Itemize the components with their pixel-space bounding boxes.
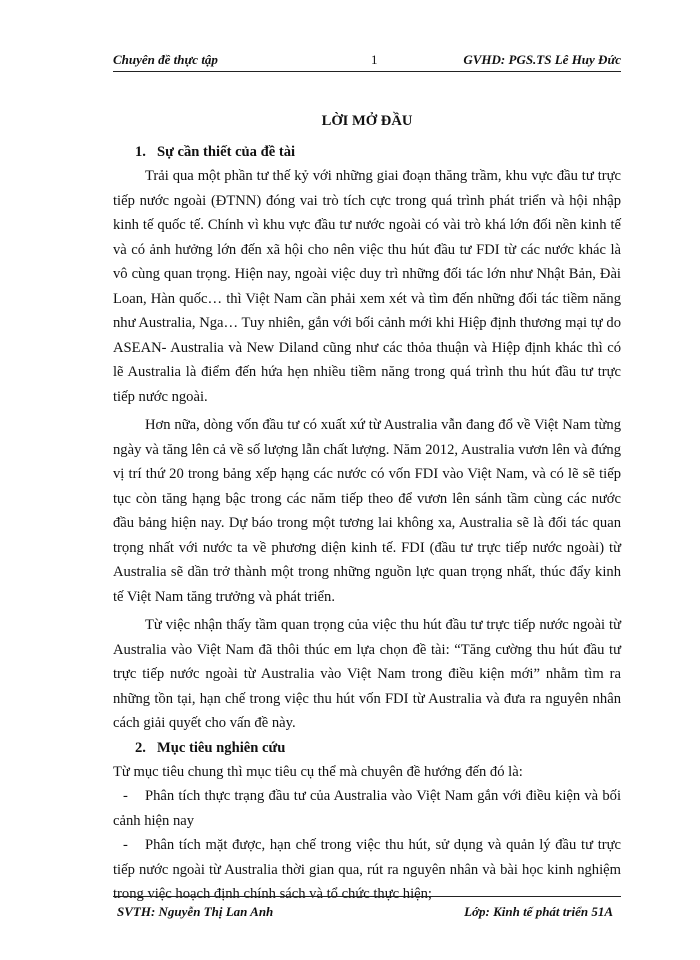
section-2-number: 2. [135, 739, 146, 756]
document-title: LỜI MỞ ĐẦU [321, 113, 413, 129]
footer-class: Lớp: Kinh tế phát triển 51A [464, 904, 613, 919]
footer-student: SVTH: Nguyễn Thị Lan Anh [117, 904, 274, 919]
bullet-marker: - [123, 837, 128, 853]
bullet-item [113, 784, 621, 833]
header-subject: Chuyên đề thực tập [113, 52, 218, 67]
section-1-number: 1. [135, 144, 146, 160]
page-footer [113, 904, 621, 922]
section-1-title: Sự cần thiết của đề tài [157, 144, 296, 160]
page-number: 1 [371, 52, 378, 67]
section-2-intro: Từ mục tiêu chung thì mục tiêu cụ thể mà chuyên đề hướng đến đó là: [113, 763, 523, 780]
page-header [113, 52, 621, 70]
section-1-paragraph: Từ việc nhận thấy tầm quan trọng của việc thu hút đầu tư trực tiếp nước ngoài từ Australia vào Việt Nam đã thôi thúc em lựa chọn đề tài: “Tăng cường thu hút đầu tư trực tiếp nước ngoài từ Australia vào Việt Nam trong điều kiện mới” nhằm tìm ra những tồn tại, hạn chế trong việc thu hút vốn FDI từ Australia và đưa ra nguyên nhân cách giải quyết cho vấn đề này. [113, 617, 621, 731]
bullet-marker: - [123, 788, 128, 804]
section-2-title: Mục tiêu nghiên cứu [157, 739, 286, 756]
header-rule [113, 71, 621, 72]
section-1-paragraph: Trải qua một phần tư thế kỷ với những giai đoạn thăng trầm, khu vực đầu tư trực tiếp nước ngoài (ĐTNN) đóng vai trò tích cực trong quá trình phát triển và hội nhập kinh tế quốc tế. Chính vì khu vực đầu tư nước ngoài có vài trò khá lớn đối nền kinh tế và có ảnh hưởng lớn đến xã hội cho nên việc thu hút đầu tư FDI từ các nước khác là vô cùng quan trọng. Hiện nay, ngoài việc duy trì những đối tác lớn như Nhật Bản, Đài Loan, Hàn quốc… thì Việt Nam cần phải xem xét và tìm đến những đối tác tiềm năng như Australia, Nga… Tuy nhiên, gắn với bối cảnh mới khi Hiệp định thương mại tự do ASEAN- Australia và New Diland cũng như các thỏa thuận và Hiệp định khác thì có lẽ Australia là điểm đến hứa hẹn nhiều tiềm năng trong quá trình thu hút đầu tư trực tiếp nước ngoài. [113, 168, 621, 405]
footer-rule [113, 896, 621, 897]
bullet-text: Phân tích mặt được, hạn chế trong việc thu hút, sử dụng và quản lý đầu tư trực tiếp nước ngoài từ Australia thời gian qua, rút ra nguyên nhân và bài học kinh nghiệm trong việc hoạch định chính sách và tổ chức thực hiện; [113, 837, 621, 902]
section-2-heading [135, 736, 621, 760]
document-body [113, 108, 621, 907]
bullet-text: Phân tích thực trạng đầu tư của Australia vào Việt Nam gắn với điều kiện và bối cảnh hiện nay [113, 788, 621, 829]
section-1-heading [135, 140, 621, 164]
header-supervisor: GVHD: PGS.TS Lê Huy Đức [463, 52, 621, 67]
section-1-paragraph: Hơn nữa, dòng vốn đầu tư có xuất xứ từ Australia vẫn đang đổ về Việt Nam từng ngày và tăng lên cả về số lượng lẫn chất lượng. Năm 2012, Australia vươn lên và đứng vị trí thứ 20 trong bảng xếp hạng các nước có vốn FDI vào Việt Nam, và có lẽ sẽ tiếp tục còn tăng hạng bậc trong các năm tiếp theo để vươn lên sánh tầm cùng các nước đầu bảng hiện nay. Dự báo trong một tương lai không xa, Australia sẽ là đối tác quan trọng nhất với nước ta về phương diện kinh tế. FDI (đầu tư trực tiếp nước ngoài) từ Australia sẽ dần trở thành một trong những nguồn lực quan trọng nhất, thúc đẩy kinh tế Việt Nam tăng trưởng và phát triển. [113, 417, 621, 605]
